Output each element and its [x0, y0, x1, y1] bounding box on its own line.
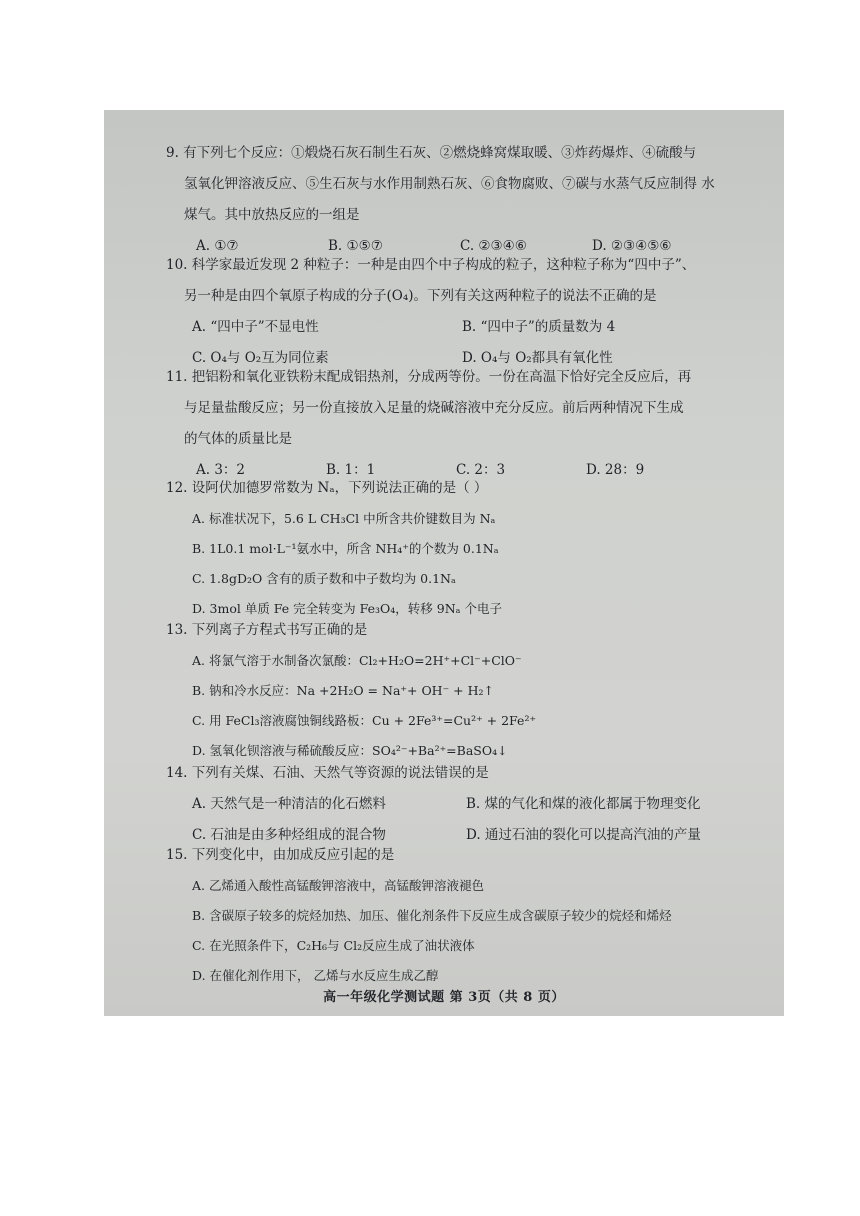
question-9-text-1: 9. 有下列七个反应：①煅烧石灰石制生石灰、②燃烧蜂窝煤取暖、③炸药爆炸、④硫酸与 [166, 145, 697, 161]
question-15-text-1: 15. 下列变化中，由加成反应引起的是 [166, 847, 395, 863]
question-10-text-1: 10. 科学家最近发现 2 种粒子：一种是由四个中子构成的粒子，这种粒子称为“四中子”、 [166, 257, 696, 273]
option-b: B. 含碳原子较多的烷烃加热、加压、催化剂条件下反应生成含碳原子较少的烷烃和烯烃 [192, 908, 672, 923]
question-10-options-row-1 [166, 312, 776, 343]
option-d: D. 在催化剂作用下， 乙烯与水反应生成乙醇 [192, 968, 439, 983]
option-b: B. 1：1 [326, 462, 376, 478]
page-footer: 高一年级化学测试题 第 3页（共 8 页） [323, 990, 565, 1005]
option-a: A. “四中子”不显电性 [192, 319, 319, 335]
question-9 [166, 138, 776, 262]
option-d: D. 通过石油的裂化可以提高汽油的产量 [466, 827, 701, 843]
option-a: A. 标准状况下，5.6 L CH₃Cl 中所含共价键数目为 Nₐ [192, 511, 496, 526]
option-c: C. 2：3 [456, 462, 506, 478]
option-c: C. 用 FeCl₃溶液腐蚀铜线路板：Cu + 2Fe³⁺=Cu²⁺ + 2Fe²⁺ [192, 713, 537, 728]
option-c: C. ②③④⑥ [460, 238, 527, 254]
option-c: C. 石油是由多种烃组成的混合物 [192, 827, 386, 843]
option-b: B. 煤的气化和煤的液化都属于物理变化 [466, 796, 701, 812]
option-a: A. ①⑦ [196, 238, 239, 254]
question-11-text-3: 的气体的质量比是 [184, 431, 292, 447]
option-d: D. O₄与 O₂都具有氧化性 [462, 350, 613, 366]
question-12-text-1: 12. 设阿伏加德罗常数为 Nₐ，下列说法正确的是（ ） [166, 480, 488, 496]
question-11 [166, 362, 776, 486]
option-b: B. 1L0.1 mol·L⁻¹氨水中，所含 NH₄⁺的个数为 0.1Nₐ [192, 541, 499, 556]
option-b: B. 钠和冷水反应：Na +2H₂O = Na⁺+ OH⁻ + H₂↑ [192, 683, 494, 698]
option-d: D. 3mol 单质 Fe 完全转变为 Fe₃O₄，转移 9Nₐ 个电子 [192, 601, 502, 616]
option-a: A. 天然气是一种清洁的化石燃料 [192, 796, 386, 812]
question-9-text-3: 煤气。其中放热反应的一组是 [184, 207, 360, 223]
question-13-text-1: 13. 下列离子方程式书写正确的是 [166, 622, 368, 638]
option-c: C. O₄与 O₂互为同位素 [192, 350, 329, 366]
question-14-options-row-1 [166, 789, 776, 820]
question-11-text-2: 与足量盐酸反应；另一份直接放入足量的烧碱溶液中充分反应。前后两种情况下生成 [184, 400, 684, 416]
option-b: B. ①⑤⑦ [328, 238, 383, 254]
option-a: A. 3：2 [196, 462, 246, 478]
question-14-text-1: 14. 下列有关煤、石油、天然气等资源的说法错误的是 [166, 765, 489, 781]
question-9-text-2: 氢氧化钾溶液反应、⑤生石灰与水作用制熟石灰、⑥食物腐败、⑦碳与水蒸气反应制得 水 [184, 176, 715, 192]
option-b: B. “四中子”的质量数为 4 [462, 319, 616, 335]
option-a: A. 乙烯通入酸性高锰酸钾溶液中，高锰酸钾溶液褪色 [192, 878, 484, 893]
option-d: D. 28：9 [586, 462, 645, 478]
question-13 [166, 615, 776, 766]
option-d: D. ②③④⑤⑥ [592, 238, 672, 254]
question-11-text-1: 11. 把铝粉和氧化亚铁粉末配成铝热剂，分成两等份。一份在高温下恰好完全反应后，再 [166, 369, 692, 385]
option-d: D. 氢氧化钡溶液与稀硫酸反应：SO₄²⁻+Ba²⁺=BaSO₄↓ [192, 743, 508, 758]
option-c: C. 1.8gD₂O 含有的质子数和中子数均为 0.1Nₐ [192, 571, 456, 586]
question-12 [166, 473, 776, 624]
question-10-text-2: 另一种是由四个氧原子构成的分子(O₄)。下列有关这两种粒子的说法不正确的是 [184, 288, 657, 304]
exam-page [104, 110, 784, 1016]
option-c: C. 在光照条件下，C₂H₆与 Cl₂反应生成了油状液体 [192, 938, 475, 953]
question-14 [166, 758, 776, 851]
option-a: A. 将氯气溶于水制备次氯酸：Cl₂+H₂O=2H⁺+Cl⁻+ClO⁻ [192, 653, 522, 668]
question-10 [166, 250, 776, 374]
question-15 [166, 840, 776, 991]
